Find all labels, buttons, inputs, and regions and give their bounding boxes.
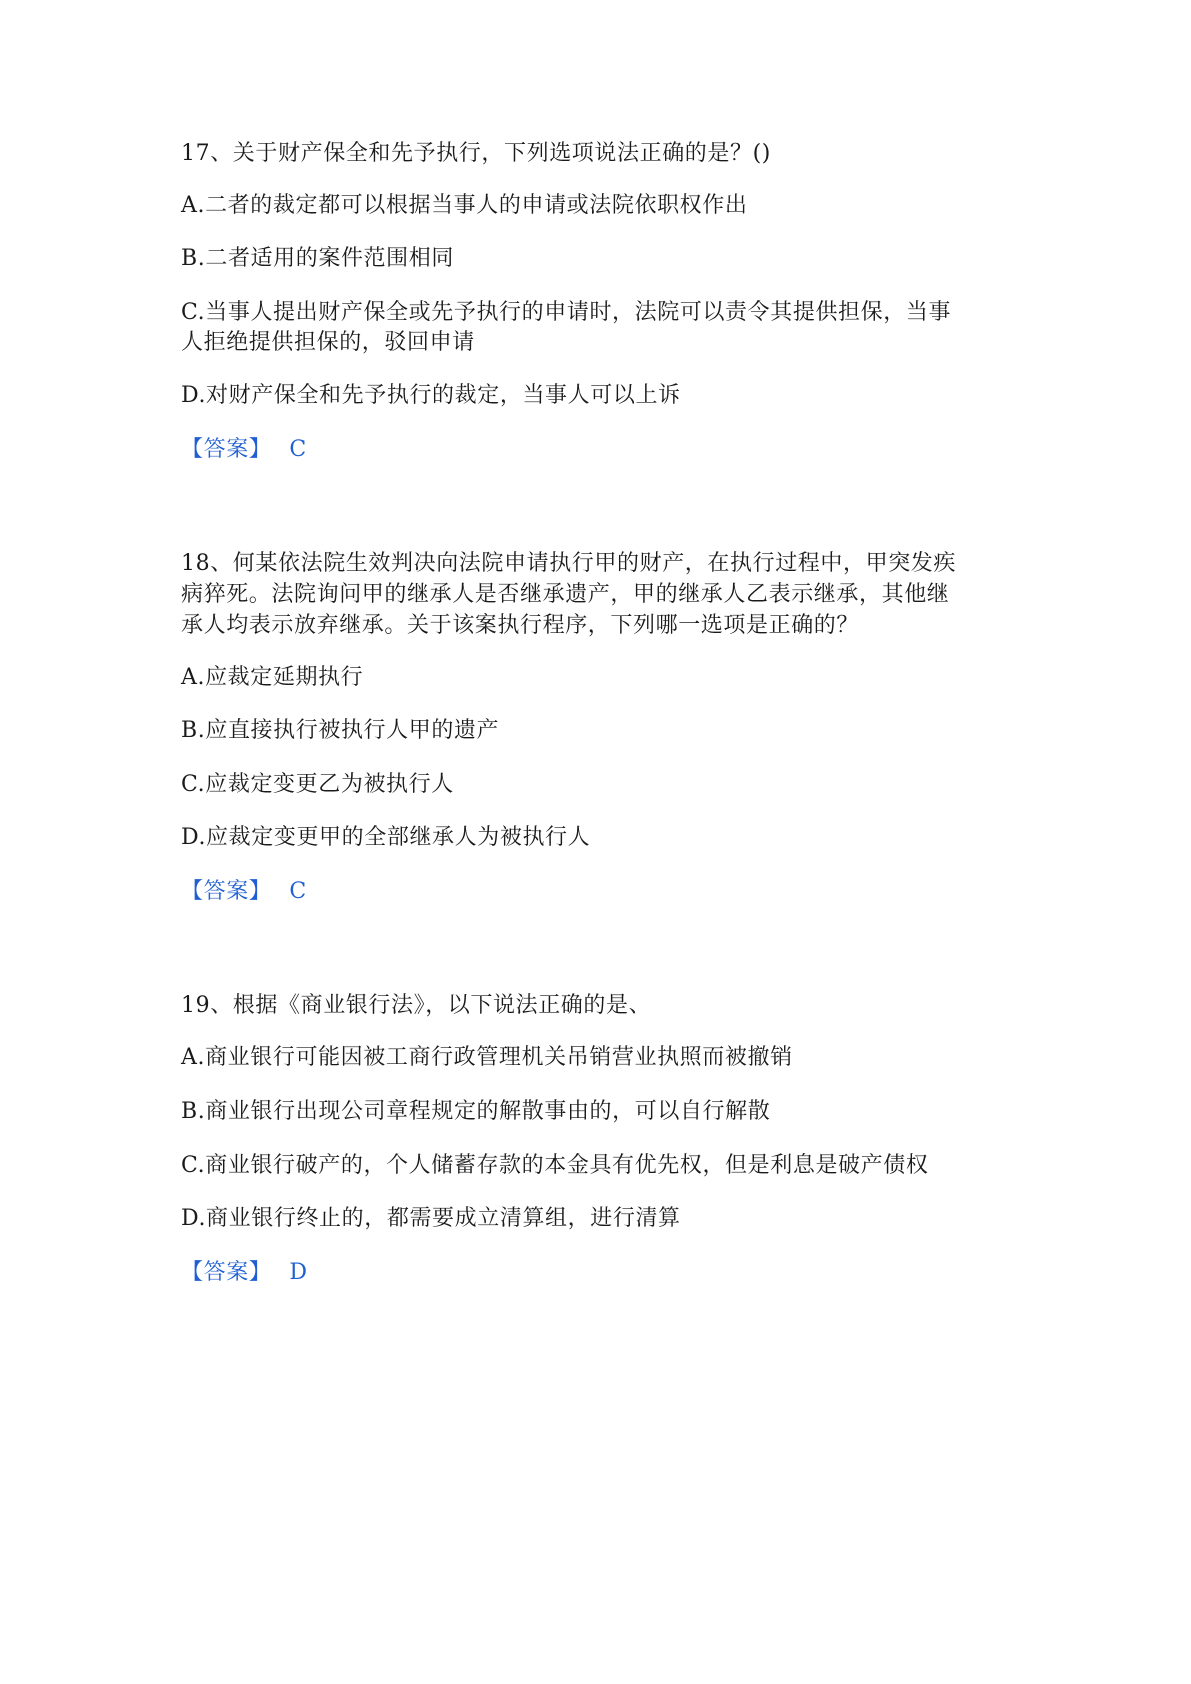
question-17-option-c-line-1: C.当事人提出财产保全或先予执行的申请时，法院可以责令其提供担保，当事 (181, 300, 952, 325)
answer-label: 【答案】 (181, 879, 272, 904)
question-17-option-b: B.二者适用的案件范围相同 (181, 246, 454, 271)
question-18-option-a: A.应裁定延期执行 (181, 665, 364, 690)
question-19-answer (181, 1257, 1011, 1289)
question-19-stem: 19、根据《商业银行法》，以下说法正确的是、 (181, 993, 652, 1018)
question-17-option-a: A.二者的裁定都可以根据当事人的申请或法院依职权作出 (181, 193, 748, 218)
question-19-option-c: C.商业银行破产的，个人储蓄存款的本金具有优先权，但是利息是破产债权 (181, 1153, 929, 1178)
answer-value: C (289, 879, 307, 904)
answer-value: C (289, 437, 307, 462)
question-19-option-b: B.商业银行出现公司章程规定的解散事由的，可以自行解散 (181, 1099, 771, 1124)
question-18-option-d: D.应裁定变更甲的全部继承人为被执行人 (181, 825, 591, 850)
question-19-option-a: A.商业银行可能因被工商行政管理机关吊销营业执照而被撤销 (181, 1045, 793, 1070)
answer-label: 【答案】 (181, 437, 272, 462)
question-18-stem-line-1: 18、何某依法院生效判决向法院申请执行甲的财产，在执行过程中，甲突发疾 (181, 551, 956, 576)
answer-value: D (289, 1260, 308, 1285)
question-17-option-c-line-2: 人拒绝提供担保的，驳回申请 (181, 330, 475, 355)
question-17-option-d: D.对财产保全和先予执行的裁定，当事人可以上诉 (181, 383, 681, 408)
answer-label: 【答案】 (181, 1260, 272, 1285)
question-17-stem: 17、关于财产保全和先予执行，下列选项说法正确的是？() (181, 141, 771, 166)
question-19-option-d: D.商业银行终止的，都需要成立清算组，进行清算 (181, 1206, 681, 1231)
question-18-stem-line-3: 承人均表示放弃继承。关于该案执行程序，下列哪一选项是正确的？ (181, 613, 860, 638)
question-18-option-b: B.应直接执行被执行人甲的遗产 (181, 718, 500, 743)
question-18-stem-line-2: 病猝死。法院询问甲的继承人是否继承遗产，甲的继承人乙表示继承，其他继 (181, 582, 950, 607)
question-18-option-c: C.应裁定变更乙为被执行人 (181, 772, 454, 797)
question-17-answer (181, 434, 1011, 466)
question-18-answer (181, 876, 1011, 908)
